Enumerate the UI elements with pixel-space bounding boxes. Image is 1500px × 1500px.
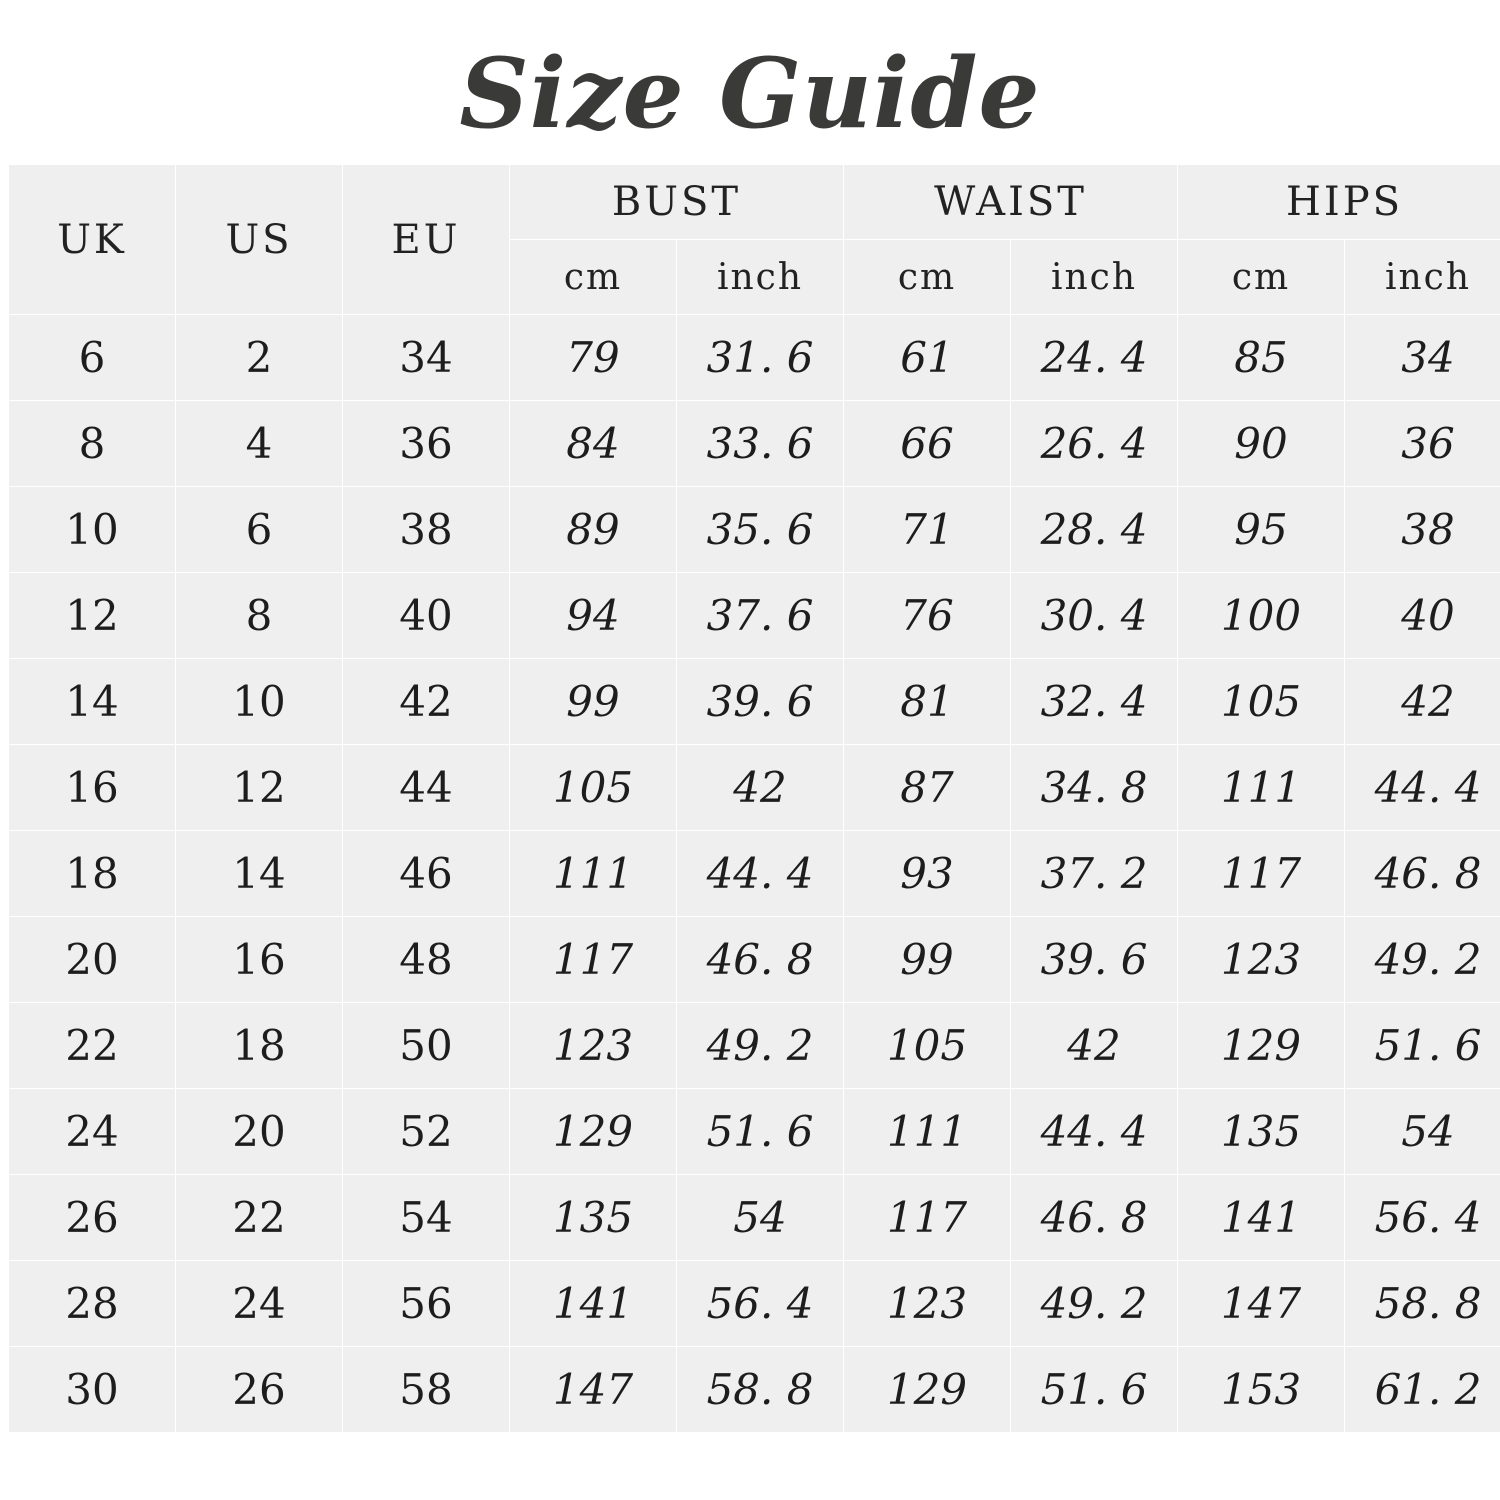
cell-hips-inch: 56. 4 — [1345, 1175, 1500, 1261]
cell-waist-inch: 39. 6 — [1011, 917, 1178, 1003]
cell-waist-inch: 30. 4 — [1011, 573, 1178, 659]
unit-header-waist-cm: cm — [844, 240, 1011, 315]
cell-bust-cm: 111 — [510, 831, 677, 917]
cell-waist-cm: 81 — [844, 659, 1011, 745]
table-row — [9, 659, 1500, 745]
cell-bust-cm: 141 — [510, 1261, 677, 1347]
cell-eu: 52 — [343, 1089, 510, 1175]
cell-us: 16 — [176, 917, 343, 1003]
cell-uk: 30 — [9, 1347, 176, 1433]
cell-bust-cm: 79 — [510, 315, 677, 401]
cell-bust-cm: 147 — [510, 1347, 677, 1433]
cell-hips-cm: 141 — [1178, 1175, 1345, 1261]
cell-waist-cm: 76 — [844, 573, 1011, 659]
group-header-waist: WAIST — [844, 165, 1178, 240]
cell-waist-inch: 42 — [1011, 1003, 1178, 1089]
cell-hips-inch: 61. 2 — [1345, 1347, 1500, 1433]
cell-waist-cm: 71 — [844, 487, 1011, 573]
size-guide-table — [8, 164, 1500, 1433]
cell-bust-cm: 94 — [510, 573, 677, 659]
cell-us: 20 — [176, 1089, 343, 1175]
cell-uk: 24 — [9, 1089, 176, 1175]
cell-waist-inch: 51. 6 — [1011, 1347, 1178, 1433]
cell-hips-cm: 85 — [1178, 315, 1345, 401]
cell-waist-cm: 61 — [844, 315, 1011, 401]
cell-bust-inch: 44. 4 — [677, 831, 844, 917]
cell-hips-inch: 38 — [1345, 487, 1500, 573]
cell-hips-cm: 105 — [1178, 659, 1345, 745]
table-head — [9, 165, 1500, 315]
cell-hips-inch: 58. 8 — [1345, 1261, 1500, 1347]
cell-hips-cm: 100 — [1178, 573, 1345, 659]
cell-hips-cm: 95 — [1178, 487, 1345, 573]
cell-hips-inch: 54 — [1345, 1089, 1500, 1175]
cell-eu: 40 — [343, 573, 510, 659]
cell-waist-cm: 87 — [844, 745, 1011, 831]
cell-us: 8 — [176, 573, 343, 659]
cell-bust-inch: 37. 6 — [677, 573, 844, 659]
cell-bust-cm: 99 — [510, 659, 677, 745]
cell-uk: 16 — [9, 745, 176, 831]
cell-hips-cm: 147 — [1178, 1261, 1345, 1347]
cell-bust-inch: 39. 6 — [677, 659, 844, 745]
cell-waist-inch: 24. 4 — [1011, 315, 1178, 401]
table-row — [9, 745, 1500, 831]
cell-waist-inch: 44. 4 — [1011, 1089, 1178, 1175]
cell-waist-cm: 99 — [844, 917, 1011, 1003]
cell-eu: 48 — [343, 917, 510, 1003]
column-header-eu: EU — [343, 165, 510, 315]
cell-waist-cm: 117 — [844, 1175, 1011, 1261]
cell-us: 26 — [176, 1347, 343, 1433]
unit-header-hips-cm: cm — [1178, 240, 1345, 315]
cell-us: 6 — [176, 487, 343, 573]
table-header-row-groups — [9, 165, 1500, 240]
cell-bust-cm: 135 — [510, 1175, 677, 1261]
cell-hips-inch: 42 — [1345, 659, 1500, 745]
table-row — [9, 401, 1500, 487]
cell-hips-inch: 34 — [1345, 315, 1500, 401]
cell-uk: 26 — [9, 1175, 176, 1261]
cell-bust-inch: 58. 8 — [677, 1347, 844, 1433]
unit-header-bust-inch: inch — [677, 240, 844, 315]
unit-header-bust-cm: cm — [510, 240, 677, 315]
cell-hips-cm: 117 — [1178, 831, 1345, 917]
size-table-container — [0, 164, 1500, 1433]
cell-bust-inch: 33. 6 — [677, 401, 844, 487]
cell-eu: 58 — [343, 1347, 510, 1433]
table-row — [9, 573, 1500, 659]
cell-eu: 56 — [343, 1261, 510, 1347]
column-header-us: US — [176, 165, 343, 315]
cell-us: 2 — [176, 315, 343, 401]
cell-uk: 14 — [9, 659, 176, 745]
cell-hips-cm: 90 — [1178, 401, 1345, 487]
table-row — [9, 917, 1500, 1003]
cell-waist-inch: 28. 4 — [1011, 487, 1178, 573]
cell-uk: 28 — [9, 1261, 176, 1347]
cell-hips-cm: 111 — [1178, 745, 1345, 831]
cell-bust-inch: 46. 8 — [677, 917, 844, 1003]
cell-uk: 10 — [9, 487, 176, 573]
cell-bust-cm: 89 — [510, 487, 677, 573]
cell-eu: 42 — [343, 659, 510, 745]
table-row — [9, 1089, 1500, 1175]
cell-hips-cm: 135 — [1178, 1089, 1345, 1175]
cell-eu: 44 — [343, 745, 510, 831]
cell-uk: 12 — [9, 573, 176, 659]
cell-eu: 38 — [343, 487, 510, 573]
group-header-hips: HIPS — [1178, 165, 1500, 240]
cell-uk: 20 — [9, 917, 176, 1003]
cell-waist-inch: 49. 2 — [1011, 1261, 1178, 1347]
cell-us: 4 — [176, 401, 343, 487]
cell-eu: 34 — [343, 315, 510, 401]
table-row — [9, 831, 1500, 917]
unit-header-waist-inch: inch — [1011, 240, 1178, 315]
column-header-uk: UK — [9, 165, 176, 315]
cell-bust-inch: 42 — [677, 745, 844, 831]
cell-bust-cm: 117 — [510, 917, 677, 1003]
cell-bust-cm: 123 — [510, 1003, 677, 1089]
cell-uk: 22 — [9, 1003, 176, 1089]
cell-bust-cm: 129 — [510, 1089, 677, 1175]
cell-waist-inch: 46. 8 — [1011, 1175, 1178, 1261]
table-row — [9, 315, 1500, 401]
cell-bust-inch: 31. 6 — [677, 315, 844, 401]
cell-uk: 8 — [9, 401, 176, 487]
cell-eu: 46 — [343, 831, 510, 917]
cell-us: 12 — [176, 745, 343, 831]
cell-hips-inch: 36 — [1345, 401, 1500, 487]
cell-hips-inch: 44. 4 — [1345, 745, 1500, 831]
cell-us: 14 — [176, 831, 343, 917]
cell-us: 18 — [176, 1003, 343, 1089]
unit-header-hips-inch: inch — [1345, 240, 1500, 315]
group-header-bust: BUST — [510, 165, 844, 240]
table-row — [9, 1003, 1500, 1089]
cell-eu: 54 — [343, 1175, 510, 1261]
cell-waist-cm: 111 — [844, 1089, 1011, 1175]
table-row — [9, 1175, 1500, 1261]
cell-us: 22 — [176, 1175, 343, 1261]
table-row — [9, 1347, 1500, 1433]
cell-bust-inch: 51. 6 — [677, 1089, 844, 1175]
cell-hips-cm: 153 — [1178, 1347, 1345, 1433]
cell-waist-cm: 93 — [844, 831, 1011, 917]
cell-hips-inch: 51. 6 — [1345, 1003, 1500, 1089]
cell-eu: 50 — [343, 1003, 510, 1089]
cell-eu: 36 — [343, 401, 510, 487]
cell-bust-inch: 54 — [677, 1175, 844, 1261]
table-body — [9, 315, 1500, 1433]
cell-waist-cm: 66 — [844, 401, 1011, 487]
cell-us: 10 — [176, 659, 343, 745]
cell-bust-cm: 84 — [510, 401, 677, 487]
cell-us: 24 — [176, 1261, 343, 1347]
cell-uk: 6 — [9, 315, 176, 401]
table-row — [9, 487, 1500, 573]
cell-waist-cm: 123 — [844, 1261, 1011, 1347]
cell-waist-inch: 37. 2 — [1011, 831, 1178, 917]
cell-bust-inch: 35. 6 — [677, 487, 844, 573]
cell-bust-cm: 105 — [510, 745, 677, 831]
cell-uk: 18 — [9, 831, 176, 917]
cell-waist-cm: 105 — [844, 1003, 1011, 1089]
table-row — [9, 1261, 1500, 1347]
cell-waist-inch: 26. 4 — [1011, 401, 1178, 487]
cell-bust-inch: 56. 4 — [677, 1261, 844, 1347]
cell-hips-inch: 40 — [1345, 573, 1500, 659]
cell-hips-cm: 129 — [1178, 1003, 1345, 1089]
cell-bust-inch: 49. 2 — [677, 1003, 844, 1089]
page-title: Size Guide — [459, 37, 1041, 150]
cell-waist-inch: 32. 4 — [1011, 659, 1178, 745]
cell-hips-inch: 46. 8 — [1345, 831, 1500, 917]
cell-waist-inch: 34. 8 — [1011, 745, 1178, 831]
cell-hips-cm: 123 — [1178, 917, 1345, 1003]
cell-waist-cm: 129 — [844, 1347, 1011, 1433]
cell-hips-inch: 49. 2 — [1345, 917, 1500, 1003]
